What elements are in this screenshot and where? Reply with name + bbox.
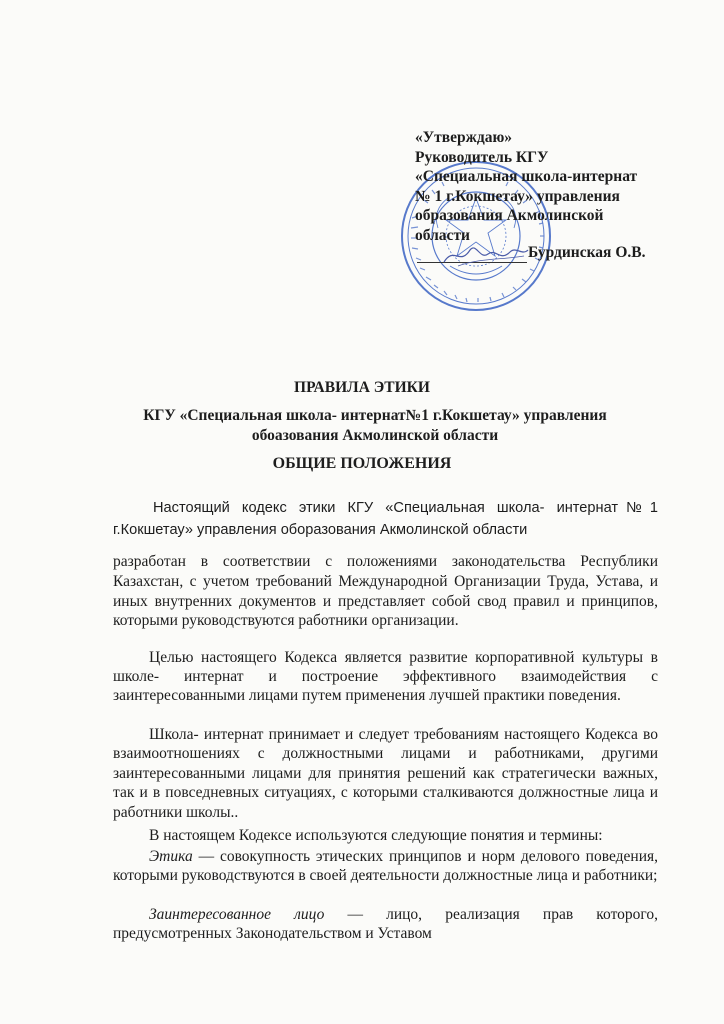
handwritten-signature-icon xyxy=(440,236,530,270)
signer-name: Бурдинская О.В. xyxy=(528,244,646,261)
term-ethics: Этика xyxy=(149,848,193,865)
paragraph-term-stakeholder xyxy=(113,905,658,944)
approval-block xyxy=(415,128,705,246)
term-stakeholder: Заинтересованное лицо xyxy=(149,906,325,923)
paragraph-term-ethics xyxy=(113,847,658,886)
paragraph-goal: Целью настоящего Кодекса является развитие корпоративной культуры в школе- интернат и построение эффективного взаимодействия с заинтересованными лицами путем применения лучшей практики поведения. xyxy=(113,649,658,704)
approval-line: области xyxy=(415,226,470,244)
approval-line: «Специальная школа-интернат xyxy=(415,168,638,186)
document-subtitle: КГУ «Специальная школа- интернат№1 г.Кокшетау» управления обоазования Акмолинской области xyxy=(143,407,607,444)
paragraph-basis: разработан в соответствии с положениями законодательства Республики Казахстан, с учетом требований Международной Организации Труда, Устава, и иных внутренних документов и представляет собой свод правил и принципов, которыми руководствуются работники организации. xyxy=(113,553,658,630)
approval-line: Руководитель КГУ xyxy=(415,148,549,166)
approval-line: образования Акмолинской xyxy=(415,207,604,225)
document-title: ПРАВИЛА ЭТИКИ xyxy=(294,379,430,396)
term-ethics-definition: — совокупность этических принципов и норм делового поведения, которыми руководствуются в своей деятельности должностные лица и работники; xyxy=(113,848,658,885)
approval-line: «Утверждаю» xyxy=(415,129,513,146)
approval-line: № 1 г.Кокшетау» управления xyxy=(415,187,620,205)
paragraph-scope: Школа- интернат принимает и следует требованиям настоящего Кодекса во взаимоотношениях с должностными лицами и работниками, другими заинтересованными лицами для принятия решений как стратегически важных, так и в повседневных ситуациях, с которыми сталкиваются должностные лица и работники школы.. xyxy=(113,726,658,821)
section-heading: ОБЩИЕ ПОЛОЖЕНИЯ xyxy=(272,455,452,472)
paragraph-terms-intro: В настоящем Кодексе используются следующие понятия и термины: xyxy=(149,827,603,844)
term-stakeholder-definition: — лицо, реализация прав которого, предусмотренных Законодательством и Уставом xyxy=(113,906,659,943)
paragraph-intro: Настоящий кодекс этики КГУ «Специальная школа- интернат№1 г.Кокшетау» управления оборазования Акмолинской области xyxy=(113,500,658,538)
